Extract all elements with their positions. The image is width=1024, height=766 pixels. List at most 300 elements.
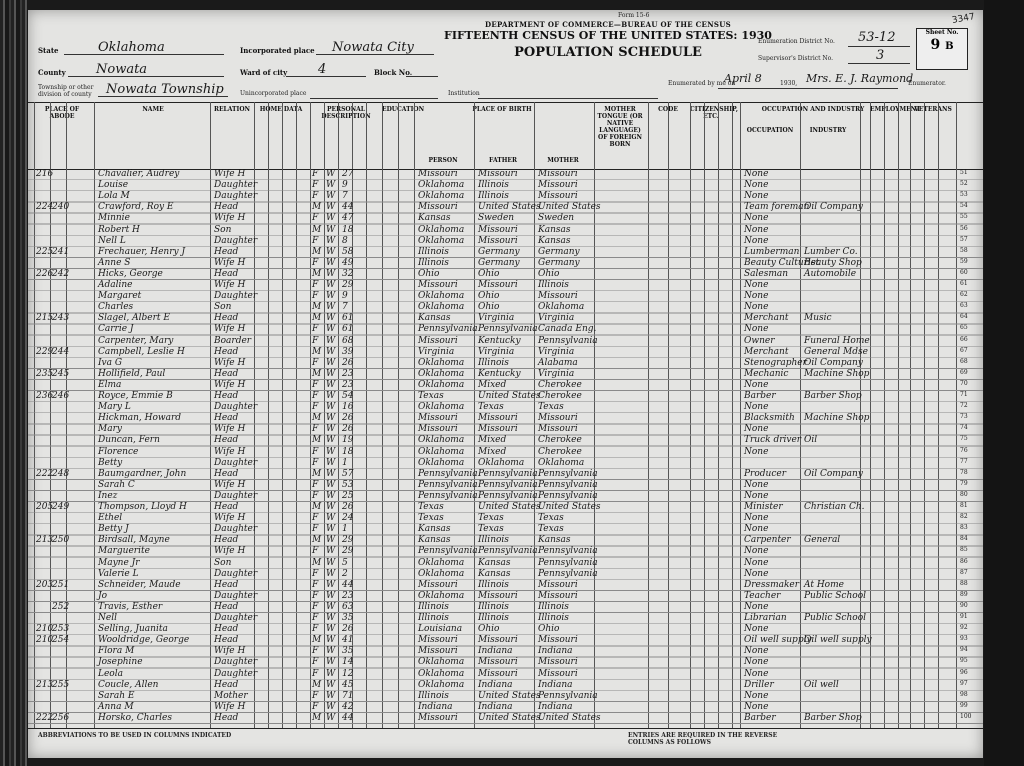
cell-age: 5 [342,557,348,568]
cell-birth: Pennsylvania [418,324,478,335]
cell-birth: Ohio [418,268,440,279]
col-veterans: VETERANS [914,106,952,113]
cell-mother: Missouri [538,180,578,191]
cell-mother: Pennsylvania [538,335,598,346]
cell-race: W [326,280,336,290]
table-row [28,280,983,291]
cell-father: Illinois [478,535,509,546]
cell-name: Duncan, Fern [98,435,160,446]
cell-race: W [326,435,336,446]
cell-house: 213 [36,535,54,546]
cell-mother: Missouri [538,579,578,590]
cell-rel: Daughter [214,235,258,246]
cell-mother: Cherokee [538,446,582,457]
cell-birth: Oklahoma [418,668,465,679]
cell-name: Travis, Esther [98,601,163,612]
cell-ind: Oil Company [804,468,863,479]
cell-age: 57 [342,468,354,479]
cell-father: Ohio [478,268,500,279]
cell-race: W [326,513,336,524]
table-row [28,458,983,469]
cell-mother: Missouri [538,657,578,668]
cell-no: 95 [960,657,968,665]
table-row [28,691,983,702]
cell-occ: None [744,624,769,635]
cell-mother: Cherokee [538,435,582,446]
cell-race: W [326,535,336,546]
cell-name: Betty J [98,524,129,535]
cell-name: Sarah C [98,479,135,490]
cell-race: W [326,524,336,535]
cell-house: 210 [36,624,54,635]
cell-no: 64 [960,313,968,321]
cell-birth: Missouri [418,202,458,213]
cell-sex: M [312,413,322,424]
cell-no: 79 [960,479,968,487]
cell-race: W [326,701,336,712]
cell-race: W [326,224,336,235]
cell-house: 203 [36,579,54,590]
cell-occ: Minister [744,502,783,512]
col-place-of-birth: PLACE OF BIRTH [472,106,532,113]
cell-race: W [326,191,336,202]
cell-rel: Head [214,502,239,512]
cell-sex: M [312,435,322,446]
cell-birth: Kansas [418,524,451,535]
cell-sex: F [312,701,319,712]
cell-ind: Oil Company [804,357,863,368]
cell-mother: Kansas [538,235,571,246]
cell-sex: M [312,224,322,235]
cell-mother: United States [538,202,601,213]
cell-sex: F [312,446,319,457]
cell-rel: Head [214,712,239,723]
cell-occ: Truck driver [744,435,802,446]
table-row [28,324,983,335]
cell-mother: Ohio [538,624,560,635]
cell-sex: M [312,313,322,324]
cell-age: 44 [342,202,354,213]
enumerated-year: 1930, [780,80,798,87]
cell-sex: F [312,657,319,668]
table-row [28,580,983,591]
cell-rel: Wife H [214,257,246,268]
cell-mother: Illinois [538,601,569,612]
cell-birth: Texas [418,391,444,401]
cell-race: W [326,457,336,468]
cell-mother: Indiana [538,701,573,712]
cell-rel: Head [214,535,239,546]
cell-occ: None [744,324,769,335]
cell-rel: Head [214,435,239,446]
supervisor-line [848,63,910,64]
cell-ind: Oil well [804,679,839,690]
cell-name: Hicks, George [98,268,163,279]
cell-no: 59 [960,257,968,265]
cell-sex: F [312,169,319,179]
cell-occ: None [744,701,769,712]
cell-mother: Oklahoma [538,302,585,313]
cell-sex: F [312,180,319,191]
cell-father: Pennsylvania [478,490,538,501]
cell-rel: Wife H [214,280,246,290]
cell-rel: Head [214,579,239,590]
cell-age: 25 [342,490,354,501]
cell-rel: Head [214,246,239,257]
cell-mother: Pennsylvania [538,690,598,701]
cell-age: 2 [342,568,348,579]
cell-ind: Oil Company [804,202,863,213]
cell-birth: Missouri [418,413,458,424]
cell-race: W [326,557,336,568]
cell-name: Schneider, Maude [98,579,181,590]
cell-birth: Pennsylvania [418,479,478,490]
enumerated-label: Enumerated by me on [668,80,736,87]
cell-no: 53 [960,191,968,199]
cell-ind: Machine Shop [804,368,870,379]
cell-occ: None [744,213,769,224]
county-label: County [38,68,66,77]
cell-no: 69 [960,368,968,376]
cell-family: 244 [52,346,70,357]
cell-birth: Missouri [418,712,458,723]
table-row [28,535,983,546]
col-mother-tongue: MOTHER TONGUE (OR NATIVE LANGUAGE) OF FOREIGN BORN [597,106,643,148]
cell-name: Birdsall, Mayne [98,535,170,546]
cell-father: Germany [478,257,520,268]
cell-occ: None [744,490,769,501]
supervisor-label: Supervisor's District No. [758,55,834,62]
cell-no: 62 [960,291,968,299]
table-row [28,624,983,635]
cell-father: Mixed [478,446,507,457]
cell-birth: Missouri [418,635,458,646]
cell-birth: Texas [418,513,444,524]
cell-sex: F [312,424,319,435]
county-value: Nowata [96,62,148,77]
enum-district-label: Enumeration District No. [758,38,835,45]
cell-name: Iva G [98,357,123,368]
table-body [28,169,983,725]
cell-rel: Daughter [214,457,258,468]
cell-sex: F [312,590,319,601]
cell-family: 242 [52,268,70,279]
cell-race: W [326,546,336,557]
cell-name: Hollifield, Paul [98,368,166,379]
cell-sex: F [312,690,319,701]
cell-occ: Salesman [744,268,789,279]
cell-race: W [326,468,336,479]
cell-age: 16 [342,402,354,413]
cell-rel: Wife H [214,379,246,390]
cell-race: W [326,302,336,313]
cell-birth: Oklahoma [418,379,465,390]
cell-birth: Oklahoma [418,302,465,313]
cell-mother: Canada Eng. [538,324,597,335]
cell-birth: Oklahoma [418,357,465,368]
cell-occ: None [744,302,769,313]
cell-age: 26 [342,424,354,435]
cell-race: W [326,568,336,579]
cell-rel: Daughter [214,590,258,601]
cell-no: 90 [960,601,968,609]
cell-house: 222 [36,712,54,723]
cell-house: 224 [36,202,54,213]
cell-no: 85 [960,546,968,554]
cell-occ: None [744,690,769,701]
cell-house: 226 [36,268,54,279]
cell-mother: Pennsylvania [538,568,598,579]
cell-father: Texas [478,402,504,413]
cell-house: 235 [36,368,54,379]
cell-name: Margaret [98,291,142,302]
cell-occ: None [744,479,769,490]
cell-age: 26 [342,624,354,635]
cell-race: W [326,346,336,357]
state-value: Oklahoma [98,40,165,55]
table-row [28,546,983,557]
cell-family: 251 [52,579,70,590]
cell-sex: F [312,379,319,390]
cell-age: 41 [342,635,354,646]
cell-mother: Virginia [538,346,575,357]
cell-father: United States [478,391,541,401]
cell-no: 99 [960,701,968,709]
table-row [28,269,983,280]
cell-birth: Oklahoma [418,590,465,601]
enumerator-name: Mrs. E. J. Raymond [806,72,914,85]
cell-mother: Virginia [538,313,575,324]
cell-sex: M [312,679,322,690]
cell-occ: Merchant [744,313,789,324]
film-edge-left [0,0,28,766]
cell-occ: Lumberman [744,246,800,257]
cell-rel: Wife H [214,513,246,524]
col-home-data: HOME DATA [259,106,303,113]
cell-sex: F [312,391,319,401]
cell-age: 61 [342,313,354,324]
cell-sex: F [312,357,319,368]
cell-name: Carrie J [98,324,134,335]
cell-ind: Machine Shop [804,413,870,424]
cell-mother: Virginia [538,368,575,379]
cell-father: Kentucky [478,368,521,379]
cell-occ: Librarian [744,613,787,623]
cell-rel: Daughter [214,180,258,191]
cell-occ: Dressmaker [744,579,800,590]
cell-rel: Head [214,635,239,646]
cell-race: W [326,479,336,490]
col-occupation-industry: OCCUPATION AND INDUSTRY [761,106,865,113]
cell-name: Anne S [98,257,131,268]
supervisor-value: 3 [876,48,885,63]
cell-father: Ohio [478,302,500,313]
cell-name: Chavalier, Audrey [98,169,180,179]
cell-age: 54 [342,391,354,401]
cell-ind: Barber Shop [804,712,862,723]
cell-father: Missouri [478,657,518,668]
cell-occ: None [744,224,769,235]
cell-race: W [326,357,336,368]
cell-no: 67 [960,346,968,354]
table-row [28,591,983,602]
cell-rel: Head [214,313,239,324]
cell-occ: None [744,280,769,290]
cell-father: Missouri [478,668,518,679]
enum-district-value: 53-12 [858,30,896,45]
cell-sex: F [312,546,319,557]
cell-no: 98 [960,690,968,698]
cell-name: Lola M [98,191,130,202]
cell-no: 89 [960,590,968,598]
cell-birth: Missouri [418,646,458,657]
table-row [28,191,983,202]
cell-birth: Kansas [418,213,451,224]
cell-mother: Ohio [538,268,560,279]
cell-father: Illinois [478,579,509,590]
cell-no: 81 [960,502,968,509]
cell-rel: Son [214,302,232,313]
cell-rel: Daughter [214,191,258,202]
cell-house: 222 [36,468,54,479]
cell-rel: Daughter [214,490,258,501]
cell-name: Selling, Juanita [98,624,168,635]
institution-line [478,98,658,99]
cell-race: W [326,635,336,646]
cell-rel: Wife H [214,213,246,224]
cell-race: W [326,368,336,379]
cell-race: W [326,235,336,246]
unincorporated-label: Unincorporated place [240,90,307,97]
cell-age: 14 [342,657,354,668]
corner-stamp: 3347 [951,12,976,26]
cell-race: W [326,446,336,457]
cell-father: Missouri [478,235,518,246]
cell-name: Mary L [98,402,131,413]
cell-family: 254 [52,635,70,646]
cell-race: W [326,502,336,512]
table-row [28,213,983,224]
cell-sex: F [312,280,319,290]
cell-no: 75 [960,435,968,443]
cell-race: W [326,590,336,601]
table-row [28,258,983,269]
cell-race: W [326,180,336,191]
col-place-of-abode: PLACE OF ABODE [44,106,80,120]
cell-mother: Missouri [538,590,578,601]
col-education: EDUCATION [382,106,425,113]
cell-rel: Head [214,346,239,357]
sheet-letter: B [945,41,954,52]
cell-race: W [326,213,336,224]
cell-name: Betty [98,457,123,468]
cell-occ: None [744,402,769,413]
cell-race: W [326,169,336,179]
table-row [28,413,983,424]
cell-rel: Daughter [214,402,258,413]
cell-father: Texas [478,513,504,524]
cell-rel: Wife H [214,701,246,712]
cell-mother: Pennsylvania [538,546,598,557]
cell-race: W [326,291,336,302]
cell-no: 56 [960,224,968,232]
cell-no: 96 [960,668,968,676]
cell-rel: Daughter [214,668,258,679]
cell-name: Thompson, Lloyd H [98,502,187,512]
ward-label: Ward of city [240,68,288,77]
cell-father: Illinois [478,601,509,612]
cell-birth: Pennsylvania [418,490,478,501]
cell-father: United States [478,690,541,701]
cell-rel: Head [214,624,239,635]
cell-no: 91 [960,613,968,620]
cell-house: 225 [36,246,54,257]
table-row [28,558,983,569]
enumerated-line [718,88,898,89]
cell-name: Mayne Jr [98,557,140,568]
cell-sex: M [312,712,322,723]
cell-birth: Kansas [418,313,451,324]
cell-no: 83 [960,524,968,532]
cell-mother: United States [538,502,601,512]
footer-abbreviations: ABBREVIATIONS TO BE USED IN COLUMNS INDICATED [38,732,232,739]
cell-sex: F [312,513,319,524]
cell-mother: Missouri [538,635,578,646]
cell-name: Inez [98,490,118,501]
cell-race: W [326,257,336,268]
cell-sex: F [312,191,319,202]
township-value: Nowata Township [106,82,224,97]
cell-race: W [326,657,336,668]
cell-name: Charles [98,302,134,313]
cell-occ: None [744,546,769,557]
table-row [28,602,983,613]
cell-no: 97 [960,679,968,687]
cell-occ: Owner [744,335,775,346]
cell-race: W [326,313,336,324]
cell-ind: General [804,535,841,546]
table-row [28,502,983,513]
table-row [28,313,983,324]
cell-birth: Pennsylvania [418,468,478,479]
cell-race: W [326,613,336,623]
cell-sex: F [312,668,319,679]
cell-rel: Daughter [214,657,258,668]
cell-birth: Oklahoma [418,224,465,235]
cell-father: Illinois [478,180,509,191]
cell-birth: Oklahoma [418,402,465,413]
cell-age: 1 [342,457,348,468]
cell-house: 229 [36,346,54,357]
cell-rel: Son [214,557,232,568]
cell-mother: Texas [538,524,564,535]
cell-race: W [326,579,336,590]
cell-father: Kentucky [478,335,521,346]
cell-sex: F [312,457,319,468]
cell-rel: Wife H [214,546,246,557]
cell-father: Indiana [478,701,513,712]
cell-family: 249 [52,502,70,512]
cell-rel: Head [214,268,239,279]
cell-birth: Indiana [418,701,453,712]
cell-ind: Oil [804,435,818,446]
cell-no: 61 [960,280,968,287]
table-row [28,424,983,435]
cell-ind: Barber Shop [804,391,862,401]
col-occupation: OCCUPATION [746,127,794,134]
cell-ind: Beauty Shop [804,257,862,268]
cell-race: W [326,424,336,435]
